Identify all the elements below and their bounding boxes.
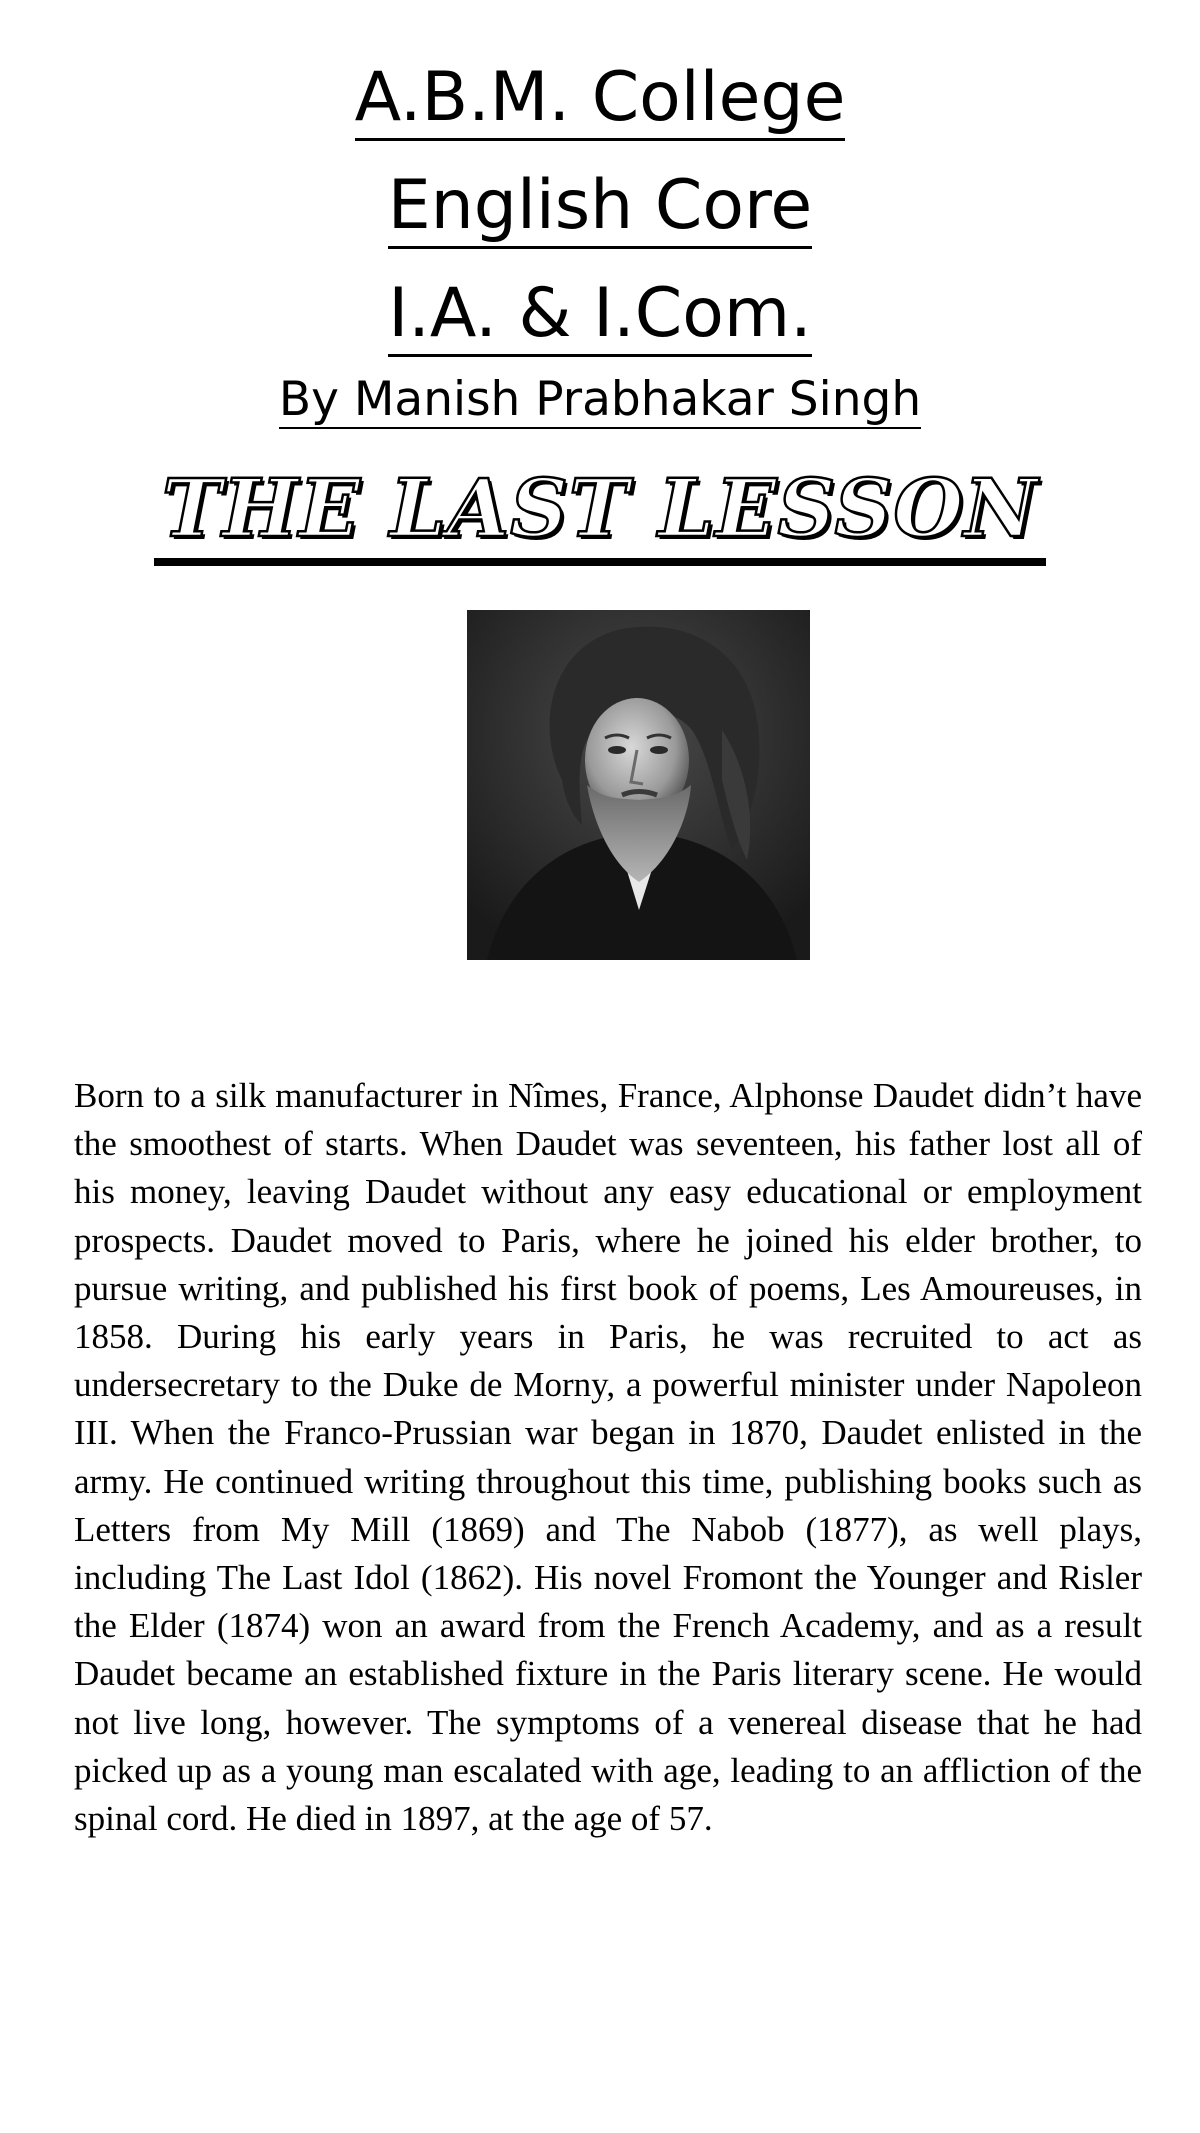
author-line [0,372,1200,429]
classes-title-text: I.A. & I.Com. [388,280,811,357]
lesson-title-text: THE LAST LESSON [154,468,1046,566]
classes-title [0,274,1200,357]
subject-title [0,166,1200,249]
author-portrait-icon [467,610,810,960]
college-title [0,58,1200,141]
author-line-text: By Manish Prabhakar Singh [278,372,922,427]
biography-text: Born to a silk manufacturer in Nîmes, France, Alphonse Daudet didn’t have the smoothest of starts. When Daudet was seventeen, his father lost all of his money, leaving Daudet without any easy educational or employment prospects. Daudet moved to Paris, where he joined his elder brother, to pursue writing, and published his first book of poems, Les Amoureuses, in 1858. During his early years in Paris, he was recruited to act as undersecretary to the Duke de Morny, a powerful minister under Napoleon III. When the Franco-Prussian war began in 1870, Daudet enlisted in the army. He continued writing throughout this time, publishing books such as Letters from My Mill (1869) and The Nabob (1877), as well plays, including The Last Idol (1862). His novel Fromont the Younger and Risler the Elder (1874) won an award from the French Academy, and as a result Daudet became an established fixture in the Paris literary scene. He would not live long, however. The symptoms of a venereal disease that he had picked up as a young man escalated with age, leading to an affliction of the spinal cord. He died in 1897, at the age of 57. [74,1076,1142,1839]
college-title-text: A.B.M. College [355,64,846,141]
subject-title-text: English Core [388,172,813,249]
lesson-title [0,461,1200,566]
